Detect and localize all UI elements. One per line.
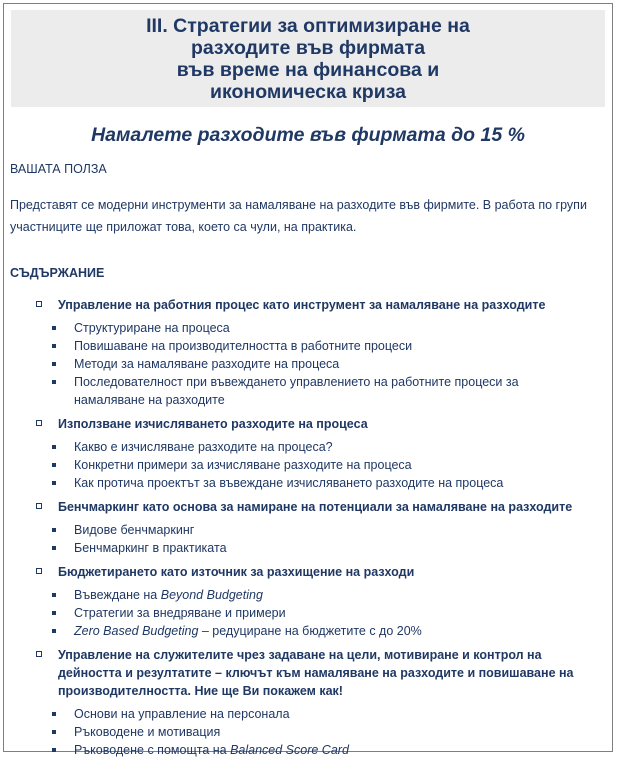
list-item-text: – редуциране на бюджетите с до 20%: [198, 624, 422, 638]
square-bullet-icon: [52, 611, 56, 615]
list-item-text: Последователност при въвеждането управлението на работните процеси за намаляване на разходите: [74, 375, 519, 407]
square-bullet-icon: [36, 301, 42, 307]
content-label: СЪДЪРЖАНИЕ: [10, 266, 105, 280]
list-item: [58, 456, 566, 474]
square-bullet-icon: [36, 651, 42, 657]
topic-title-text: Бенчмаркинг като основа за намиране на потенциали за намаляване на разходите: [58, 500, 573, 514]
square-bullet-icon: [52, 463, 56, 467]
benefit-label: ВАШАТА ПОЛЗА: [10, 162, 107, 176]
list-item: [58, 373, 566, 409]
list-item-italic-term: Zero Based Budgeting: [74, 624, 199, 638]
list-item: [58, 438, 566, 456]
list-item-text: Въвеждане на: [74, 588, 161, 602]
list-item: [58, 622, 566, 640]
topic-block: [4, 498, 612, 557]
topic-title: [58, 646, 596, 700]
topic-title-text: Бюджетирането като източник за разхищение на разходи: [58, 565, 415, 579]
square-bullet-icon: [52, 546, 56, 550]
title-box: [11, 10, 605, 107]
square-bullet-icon: [52, 629, 56, 633]
list-item: [58, 586, 566, 604]
square-bullet-icon: [36, 420, 42, 426]
square-bullet-icon: [52, 748, 56, 752]
square-bullet-icon: [52, 730, 56, 734]
square-bullet-icon: [52, 445, 56, 449]
topic-title-text: Управление на служителите чрез задаване на цели, мотивиране и контрол на дейността и резултатите – ключът към намаляване на разходите и повишаване на производителността. Ние ще Ви покажем как!: [58, 648, 574, 698]
list-item-text: Видове бенчмаркинг: [74, 523, 195, 537]
document-frame: [3, 3, 613, 757]
list-item-text: Основи на управление на персонала: [74, 707, 290, 721]
square-bullet-icon: [52, 481, 56, 485]
list-item: [58, 337, 566, 355]
topic-items: [58, 521, 596, 557]
topic-block: [4, 296, 612, 409]
topic-items: [58, 586, 596, 640]
list-item-text: Повишаване на производителността в работните процеси: [74, 339, 413, 353]
topic-items: [58, 438, 596, 492]
topic-title: [58, 498, 596, 516]
benefit-text: Представят се модерни инструменти за намаляване на разходите във фирмите. В работа по групи участниците ще приложат това, което са чули, на практика.: [10, 198, 587, 234]
list-item-italic-term: Beyond Budgeting: [160, 588, 263, 602]
square-bullet-icon: [52, 326, 56, 330]
title-line-2: разходите във фирмата: [190, 36, 426, 59]
square-bullet-icon: [36, 503, 42, 509]
headline: Намалете разходите във фирмата до 15 %: [91, 124, 525, 146]
title-line-1: III. Стратегии за оптимизиране на: [146, 14, 470, 37]
list-item-text: Стратегии за внедряване и примери: [74, 606, 286, 620]
topic-title: [58, 563, 596, 581]
list-item-text: Бенчмаркинг в практиката: [74, 541, 227, 555]
list-item-text: Структуриране на процеса: [74, 321, 230, 335]
topic-list: [4, 296, 612, 759]
topic-title: [58, 415, 596, 433]
square-bullet-icon: [52, 528, 56, 532]
list-item: [58, 539, 566, 557]
square-bullet-icon: [52, 593, 56, 597]
square-bullet-icon: [52, 712, 56, 716]
topic-title: [58, 296, 596, 314]
list-item-text: Как протича проектът за въвеждане изчисляването разходите на процеса: [74, 476, 504, 490]
topic-block: [4, 563, 612, 640]
list-item-text: Ръководене с помощта на: [74, 743, 231, 757]
topic-title-text: Използване изчисляването разходите на процеса: [58, 417, 368, 431]
list-item-text: Конкретни примери за изчисляване разходите на процеса: [74, 458, 412, 472]
list-item-text: Методи за намаляване разходите на процеса: [74, 357, 340, 371]
title-line-3: във време на финансова и: [176, 58, 440, 81]
topic-items: [58, 319, 596, 409]
list-item: [58, 521, 566, 539]
list-item: [58, 604, 566, 622]
topic-block: [4, 415, 612, 492]
topic-items: [58, 705, 596, 759]
list-item: [58, 474, 566, 492]
list-item: [58, 319, 566, 337]
list-item: [58, 741, 566, 759]
list-item: [58, 723, 566, 741]
square-bullet-icon: [52, 362, 56, 366]
list-item-text: Ръководене и мотивация: [74, 725, 221, 739]
topic-title-text: Управление на работния процес като инструмент за намаляване на разходите: [58, 298, 546, 312]
square-bullet-icon: [36, 568, 42, 574]
topic-block: [4, 646, 612, 759]
list-item: [58, 705, 566, 723]
list-item-italic-term: Balanced Score Card: [230, 743, 349, 757]
list-item: [58, 355, 566, 373]
square-bullet-icon: [52, 380, 56, 384]
list-item-text: Какво е изчисляване разходите на процеса?: [74, 440, 333, 454]
title-line-4: икономическа криза: [210, 80, 406, 103]
square-bullet-icon: [52, 344, 56, 348]
